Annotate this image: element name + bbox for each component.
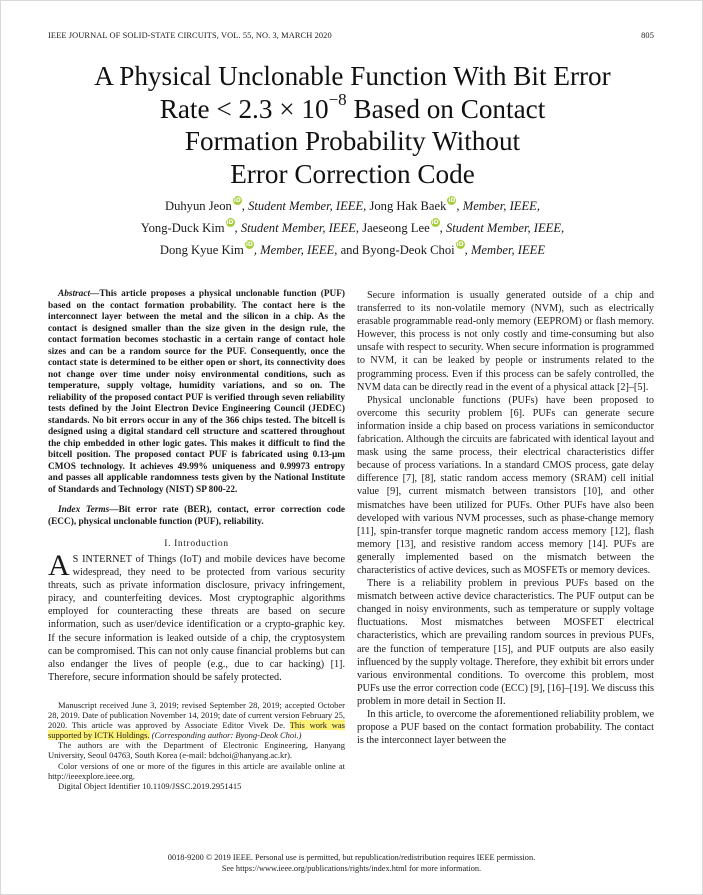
copyright-notice <box>41 853 662 874</box>
title-line-4: Error Correction Code <box>230 158 475 189</box>
copyright-line-2: See https://www.ieee.org/publications/rights/index.html for more information. <box>221 863 482 873</box>
author-affiliation: , Member, IEEE <box>253 243 335 257</box>
footnote-manuscript <box>48 700 345 740</box>
body-paragraph: In this article, to overcome the aforementioned reliability problem, we propose a PUF based on the contact formation probability. The contact is the interconnect layer between the <box>357 709 654 747</box>
footnote-dates: Manuscript received June 3, 2019; revised September 28, 2019; accepted October 28, 2019. Date of publication November 14, 2019; date of current version February 25, 2020. This article was approved by Associate Editor Vivek De. <box>48 699 345 731</box>
footnote-affiliation: The authors are with the Department of Electronic Engineering, Hanyang University, Seoul 04763, South Korea (e-mail: bdchoi@hanyang.ac.kr). <box>48 740 345 761</box>
running-head <box>48 31 654 43</box>
orcid-icon[interactable]: iD <box>448 197 456 204</box>
author-affiliation: , Student Member, IEEE, <box>439 221 565 235</box>
author-affiliation: , Member, IEEE <box>464 243 546 257</box>
footnote <box>48 700 345 791</box>
index-terms <box>48 505 345 528</box>
author-list <box>31 195 674 261</box>
funding-highlight: This work was supported by ICTK Holdings. <box>48 720 345 741</box>
title-line-2 <box>41 89 664 126</box>
body-paragraph: Secure information is usually generated outside of a chip and transferred to its non-volatile memory (NVM), such as electrically erasable programmable read-only memory (EEPROM) or flash memory. However, this process is not only costly and time-consuming but also unsafe with respect to security. When secure information is programmed to NVM, it can be leaked by people or instruments related to the programming process. Even if this process can be safely controlled, the NVM data can be directly read in the event of a physical attack [2]–[5]. <box>357 290 654 393</box>
orcid-icon[interactable]: iD <box>233 197 241 204</box>
abstract <box>48 289 345 496</box>
author-line-2 <box>31 217 674 239</box>
orcid-icon[interactable]: iD <box>245 241 253 248</box>
author-line-1 <box>31 195 674 217</box>
footnote-color-note: Color versions of one or more of the figures in this article are available online at http://ieeexplore.ieee.org. <box>48 760 345 781</box>
paper-title <box>41 60 664 190</box>
page-number: 805 <box>641 31 654 40</box>
orcid-icon[interactable]: iD <box>456 241 464 248</box>
orcid-icon[interactable]: iD <box>226 219 234 226</box>
index-terms-lead: Index Terms <box>58 505 110 515</box>
abstract-text: —This article proposes a physical unclonable function (PUF) based on the contact formation probability. The contact here is the interconnect layer between the metal and the silicon in a chip. As the contact is designed smaller than the size given in the design rule, the contact formation becomes stochastic in a certain range of contact hole sizes and can be a random source for the PUF. Consequently, once the contact state is determined to be either open or short, its connectivity does not change over time under noisy environmental conditions, such as temperature, supply voltage, humidity variations, and so on. The reliability of the proposed contact PUF is verified through seven reliability tests defined by the Joint Electron Device Engineering Council (JEDEC) standards. No bit errors occur in any of the 366 chips tested. The bitcell is designed using a digital standard cell structure and scattered throughout the chip embedded in other logic gates. This makes it difficult to find the bitcell position. The proposed contact PUF is fabricated using 0.13-μm CMOS technology. It achieves 49.99% uniqueness and 0.99973 entropy and passes all applicable randomness tests given by the National Institute of Standards and Technology (NIST) SP 800-22. <box>48 289 345 495</box>
author-name: Dong Kyue Kim <box>159 243 244 257</box>
copyright-line-1: 0018-9200 © 2019 IEEE. Personal use is permitted, but republication/redistribution requires IEEE permission. <box>167 853 536 862</box>
journal-name: IEEE JOURNAL OF SOLID-STATE CIRCUITS, VOL. 55, NO. 3, MARCH 2020 <box>48 31 332 40</box>
intro-paragraph: AS INTERNET of Things (IoT) and mobile devices have become widespread, they need to be protected from various security threats, such as private information disclosure, privacy infringement, piracy, and counterfeiting devices. Most cryptographic algorithms employed for counteracting these threats are based on secure information, such as user/device identification or a crypto-graphic key. If the secure information is leaked outside of a chip, the cryptosystem can be compromised. This can not only cause financial problems but can also endanger the lives of people (e.g., due to car hacking) [1]. Therefore, secure information should be safely protected. <box>48 549 345 683</box>
author-line-3 <box>31 239 674 261</box>
author-name: , and Byong-Deok Choi <box>334 243 455 257</box>
title-line-2-pre: Rate < 2.3 × 10 <box>159 93 329 124</box>
title-line-3: Formation Probability Without <box>184 126 521 157</box>
title-exponent: −8 <box>328 89 347 109</box>
left-column <box>48 289 345 791</box>
index-terms-text: —Bit error rate (BER), contact, error correction code (ECC), physical unclonable function (PUF), reliability. <box>48 505 345 527</box>
body-paragraph: There is a reliability problem in previous PUFs based on the mismatch between active device characteristics. The PUF output can be changed in noisy environments, such as temperature or supply voltage fluctuations. Most mismatches between MOSFET electrical characteristics, which are prevailing random sources in previous PUFs, are the function of temperature [15], and PUF outputs are also easily influenced by the supply voltage. Therefore, they exhibit bit errors under various environmental conditions. To overcome this problem, most PUFs use the error correction code (ECC) [9], [16]–[19]. We discuss this problem in more detail in Section II. <box>357 578 654 707</box>
footnote-doi: Digital Object Identifier 10.1109/JSSC.2019.2951415 <box>58 780 242 791</box>
author-name: , Jong Hak Baek <box>363 199 447 213</box>
corresponding-author: (Corresponding author: Byong-Deok Choi.) <box>149 730 302 741</box>
title-line-1: A Physical Unclonable Function With Bit Error <box>94 61 611 91</box>
author-affiliation: , Student Member, IEEE <box>234 221 356 235</box>
section-heading-introduction: I. Introduction <box>164 538 229 549</box>
author-name: Yong-Duck Kim <box>140 221 225 235</box>
abstract-lead: Abstract <box>58 289 91 299</box>
author-name: , Jaeseong Lee <box>355 221 430 235</box>
title-line-2-post: Based on Contact <box>346 93 546 124</box>
author-affiliation: , Student Member, IEEE <box>241 199 364 213</box>
author-affiliation: , Member, IEEE, <box>456 199 540 213</box>
right-column <box>357 289 654 747</box>
body-paragraph: Physical unclonable functions (PUFs) have been proposed to overcome this security problem [6]. PUFs can generate secure information inside a chip based on process variations in semiconductor fabrication. Although the circuits are fabricated with identical layout and mask using the same process, their electrical characteristics differ because of process variations. In a standard CMOS process, gate delay difference [7], [8], static random access memory (SRAM) cell initial value [9], current mismatch between transistors [10], and other mismatches have been utilized for PUFs. Other PUFs have also been developed with various NVM processes, such as phase-change memory [11], spin-transfer torque magnetic random access memory [12], flash memory [13], and resistive random access memory [14]. PUFs are generally implemented based on the mismatch between the characteristics of active devices, such as MOSFETs or memory devices. <box>357 394 654 576</box>
orcid-icon[interactable]: iD <box>431 219 439 226</box>
author-name: Duhyun Jeon <box>164 199 232 213</box>
